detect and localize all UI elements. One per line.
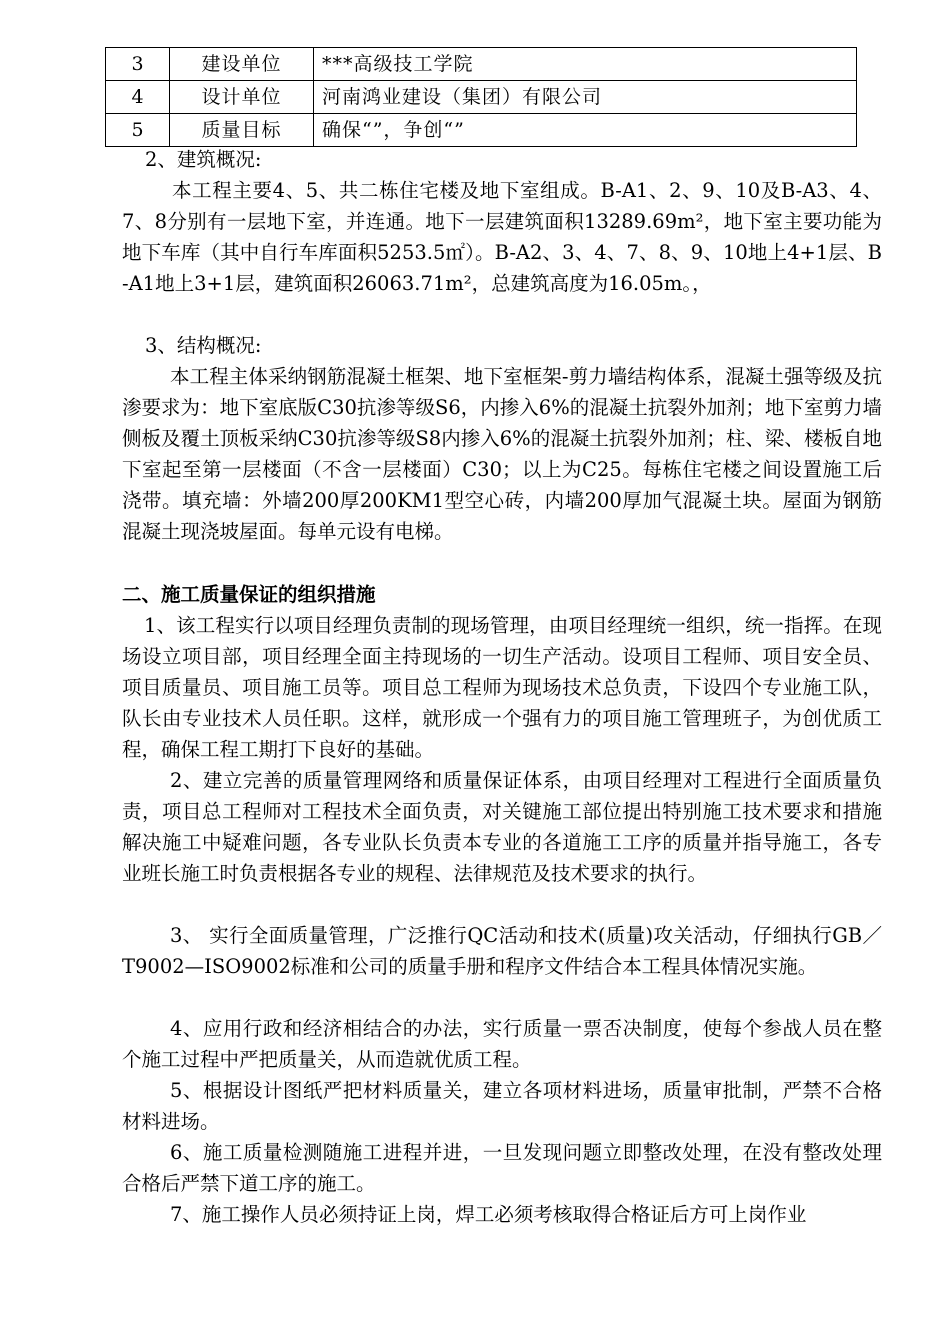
measure-item-6: 6、施工质量检测随施工进程并进，一旦发现问题立即整改处理，在没有整改处理合格后严禁下道工序的施工。 — [122, 1141, 882, 1195]
row-label: 设计单位 — [170, 81, 314, 114]
measure-item-2: 2、建立完善的质量管理网络和质量保证体系，由项目经理对工程进行全面质量负责，项目总工程师对工程技术全面负责，对关键施工部位提出特别施工技术要求和措施解决施工中疑难问题，各专业队长负责本专业的各道施工工序的质量并指导施工，各专业班长施工时负责根据各专业的规程、法律规范及技术要求的执行。 — [122, 769, 882, 885]
row-value: ***高级技工学院 — [314, 48, 857, 81]
measure-item-4: 4、应用行政和经济相结合的办法，实行质量一票否决制度，使每个参战人员在整个施工过程中严把质量关，从而造就优质工程。 — [122, 1017, 882, 1071]
row-label: 质量目标 — [170, 114, 314, 147]
row-value: 确保“”，争创“” — [314, 114, 857, 147]
table-row — [106, 48, 857, 81]
measure-item-5: 5、根据设计图纸严把材料质量关，建立各项材料进场，质量审批制，严禁不合格材料进场。 — [122, 1079, 882, 1133]
building-overview-text: 本工程主要4、5、共二栋住宅楼及地下室组成。B-A1、2、9、10及B-A3、4、7、8分别有一层地下室，并连通。地下一层建筑面积13289.69m²，地下室主要功能为地下车库（其中自行车库面积5253.5㎡）。B-A2、3、4、7、8、9、10地上4+1层、B-A1地上3+1层，建筑面积26063.71m²，总建筑高度为16.05m。， — [122, 179, 882, 295]
structure-overview-title: 3、结构概况: — [145, 334, 262, 357]
structure-overview-text: 本工程主体采纳钢筋混凝土框架、地下室框架-剪力墙结构体系，混凝土强等级及抗渗要求为：地下室底版C30抗渗等级S6，内掺入6%的混凝土抗裂外加剂；地下室剪力墙侧板及覆土顶板采纳C30抗渗等级S8内掺入6%的混凝土抗裂外加剂；柱、梁、楼板自地下室起至第一层楼面（不含一层楼面）C30；以上为C25。每栋住宅楼之间设置施工后浇带。填充墙：外墙200厚200KM1型空心砖，内墙200厚加气混凝土块。屋面为钢筋混凝土现浇坡屋面。每单元设有电梯。 — [122, 365, 882, 543]
section-heading: 二、施工质量保证的组织措施 — [122, 583, 376, 606]
table-row — [106, 114, 857, 147]
row-label: 建设单位 — [170, 48, 314, 81]
row-value: 河南鸿业建设（集团）有限公司 — [314, 81, 857, 114]
measure-item-3: 3、 实行全面质量管理，广泛推行QC活动和技术(质量)攻关活动，仔细执行GB／T9002—ISO9002标准和公司的质量手册和程序文件结合本工程具体情况实施。 — [122, 924, 882, 978]
measure-item-7: 7、施工操作人员必须持证上岗，焊工必须考核取得合格证后方可上岗作业 — [170, 1203, 807, 1226]
row-number: 4 — [106, 81, 170, 114]
row-number: 5 — [106, 114, 170, 147]
measure-item-1: 1、该工程实行以项目经理负责制的现场管理，由项目经理统一组织，统一指挥。在现场设立项目部，项目经理全面主持现场的一切生产活动。设项目工程师、项目安全员、项目质量员、项目施工员等。项目总工程师为现场技术总负责，下设四个专业施工队，队长由专业技术人员任职。这样，就形成一个强有力的项目施工管理班子，为创优质工程，确保工程工期打下良好的基础。 — [122, 614, 882, 761]
building-overview-title: 2、建筑概况: — [145, 148, 262, 171]
row-number: 3 — [106, 48, 170, 81]
project-info-table — [105, 47, 857, 147]
table-row — [106, 81, 857, 114]
